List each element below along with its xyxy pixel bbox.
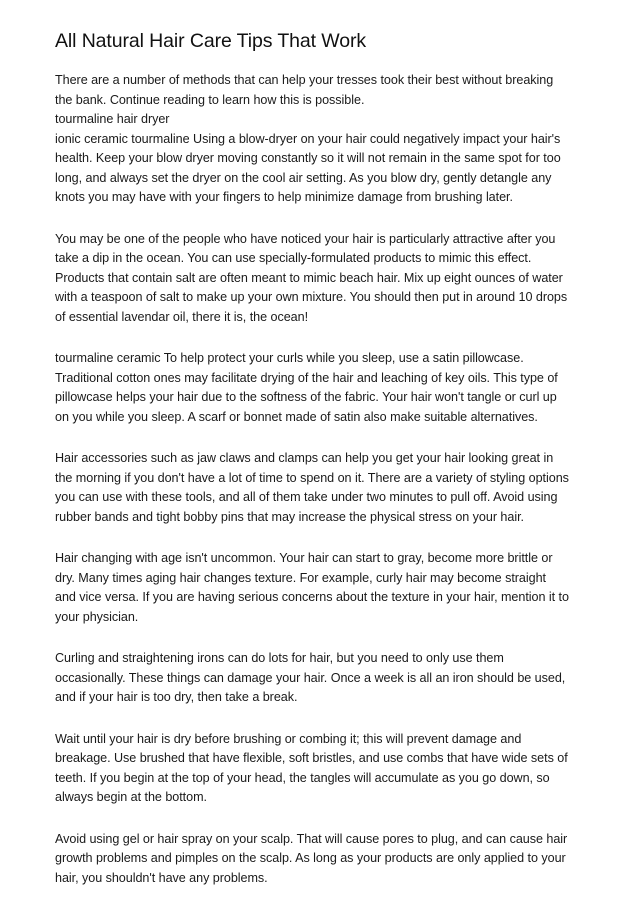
document-body [55, 71, 590, 910]
text-line: tourmaline ceramic To help protect your curls while you sleep, use a satin pillowcase. [55, 351, 524, 365]
text-line: Curling and straightening irons can do lots for hair, but you need to only use them [55, 651, 504, 665]
text-line: with a teaspoon of salt to make up your own mixture. You should then put in around 10 drops [55, 290, 568, 304]
text-line: knots you may have with your fingers to help minimize damage from brushing later. [55, 190, 513, 204]
text-line: There are a number of methods that can help your tresses took their best without breaking [55, 73, 554, 87]
text-line: hair, you shouldn't have any problems. [55, 870, 268, 885]
text-line: growth problems and pimples on the scalp. As long as your products are only applied to your [55, 851, 566, 865]
paragraph [55, 449, 590, 527]
text-line: Traditional cotton ones may facilitate drying of the hair and leaching of key oils. This type of [55, 370, 558, 385]
text-line: Wait until your hair is dry before brushing or combing it; this will prevent damage and [55, 731, 522, 746]
text-line: the morning if you don't have a lot of time to spend on it. There are a variety of styling options [55, 470, 569, 485]
text-line: rubber bands and tight bobby pins that may increase the physical stress on your hair. [55, 509, 524, 524]
paragraph [55, 230, 590, 328]
text-line: Hair accessories such as jaw claws and clamps can help you get your hair looking great in [55, 451, 554, 465]
text-line: and if your hair is too dry, then take a break. [55, 690, 298, 704]
text-line: of essential lavendar oil, there it is, the ocean! [55, 309, 309, 324]
text-line: you can use with these tools, and all of them take under two minutes to pull off. Avoid using [55, 490, 558, 504]
paragraph [55, 830, 590, 889]
text-line: always begin at the bottom. [55, 790, 207, 804]
text-line: take a dip in the ocean. You can use specially-formulated products to mimic this effect. [55, 251, 532, 265]
text-line: dry. Many times aging hair changes texture. For example, curly hair may become straight [55, 570, 546, 585]
text-line: your physician. [55, 609, 139, 624]
paragraph [55, 730, 590, 808]
text-line: tourmaline hair dryer [55, 112, 170, 126]
text-line: occasionally. These things can damage your hair. Once a week is all an iron should be used, [55, 670, 566, 685]
text-line: long, and always set the dryer on the cool air setting. As you blow dry, gently detangle any [55, 170, 552, 185]
text-line: teeth. If you begin at the top of your head, the tangles will accumulate as you go down, so [55, 770, 550, 785]
text-line: the bank. Continue reading to learn how this is possible. [55, 92, 365, 107]
text-line: Products that contain salt are often meant to mimic beach hair. Mix up eight ounces of water [55, 270, 563, 285]
text-line: breakage. Use brushed that have flexible, soft bristles, and use combs that have wide sets of [55, 751, 568, 765]
paragraph [55, 349, 590, 427]
text-line: on you while you sleep. A scarf or bonnet made of satin also make suitable alternatives. [55, 409, 538, 424]
text-line: Hair changing with age isn't uncommon. Your hair can start to gray, become more brittle or [55, 551, 553, 565]
text-line: Avoid using gel or hair spray on your scalp. That will cause pores to plug, and can cause hair [55, 831, 568, 846]
paragraph [55, 649, 590, 708]
paragraph [55, 549, 590, 627]
text-line: and vice versa. If you are having serious concerns about the texture in your hair, mention it to [55, 590, 569, 604]
document-title: All Natural Hair Care Tips That Work [55, 30, 367, 52]
text-line: health. Keep your blow dryer moving constantly so it will not remain in the same spot for too [55, 151, 561, 165]
text-line: You may be one of the people who have noticed your hair is particularly attractive after you [55, 231, 556, 246]
paragraph [55, 71, 590, 208]
text-line: ionic ceramic tourmaline Using a blow-dryer on your hair could negatively impact your hair's [55, 131, 561, 146]
text-line: pillowcase helps your hair due to the softness of the fabric. Your hair won't tangle or curl up [55, 390, 557, 404]
